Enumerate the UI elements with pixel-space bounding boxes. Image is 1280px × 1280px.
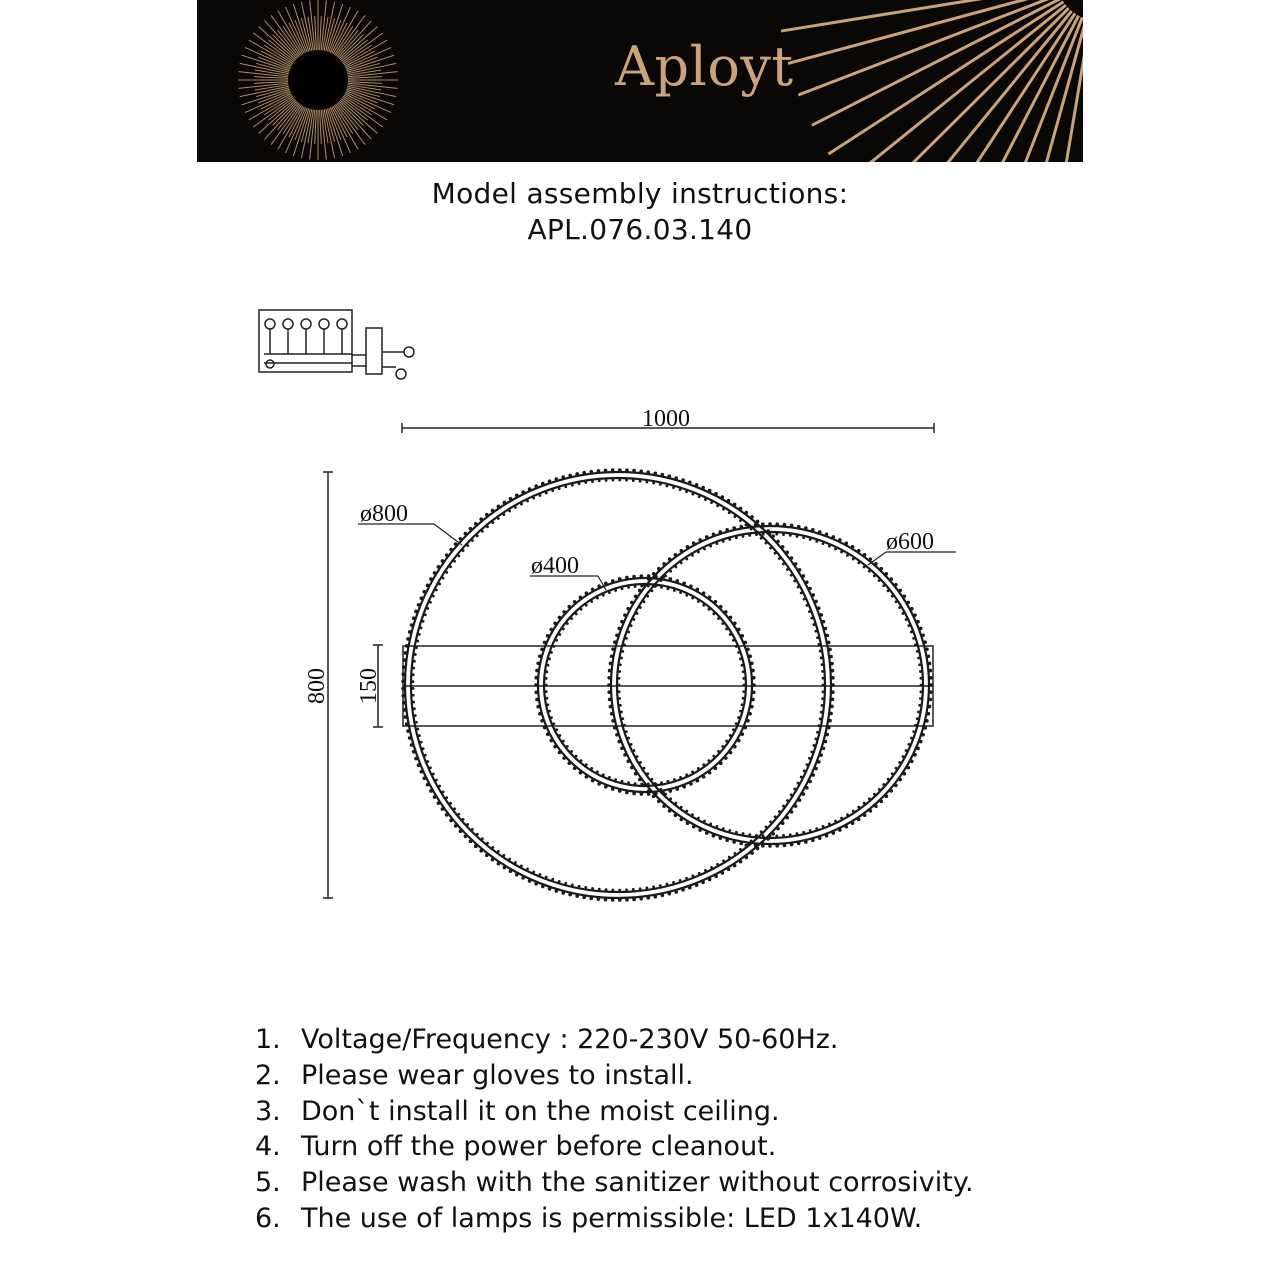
list-item-text: Don`t install it on the moist ceiling. <box>301 1095 780 1127</box>
mounting-bar <box>403 646 933 726</box>
ring-600-callout <box>868 529 956 565</box>
ring-800-label: ø800 <box>360 501 408 527</box>
bar-dimension <box>356 645 383 727</box>
ring-800-callout <box>358 501 462 545</box>
width-label: 1000 <box>642 406 690 432</box>
list-item <box>255 1129 974 1165</box>
wiring-diagram <box>259 310 414 379</box>
height-label: 800 <box>304 668 330 704</box>
title-text: Model assembly instructions: <box>431 177 849 210</box>
list-item-number: 3. <box>255 1095 281 1127</box>
brand-logo: Aployt <box>615 35 794 98</box>
list-item <box>255 1165 974 1201</box>
list-item <box>255 1094 974 1130</box>
ring-600-label: ø600 <box>886 529 934 555</box>
ring-400 <box>534 574 756 795</box>
list-item-text: Please wash with the sanitizer without corrosivity. <box>301 1167 974 1199</box>
list-item-text: Turn off the power before cleanout. <box>301 1131 777 1163</box>
list-item-number: 5. <box>255 1167 281 1199</box>
height-dimension <box>304 472 333 898</box>
list-item-number: 6. <box>255 1202 281 1234</box>
list-item-text: Voltage/Frequency : 220-230V 50-60Hz. <box>301 1024 839 1055</box>
list-item-text: The use of lamps is permissible: LED 1x140W. <box>301 1202 923 1234</box>
ring-400-callout <box>530 553 606 590</box>
list-item-number: 4. <box>255 1131 281 1163</box>
instructions-list <box>255 1022 974 1237</box>
ring-400-label: ø400 <box>531 553 579 579</box>
list-item <box>255 1058 974 1094</box>
list-item <box>255 1022 974 1058</box>
list-item-number: 2. <box>255 1059 281 1091</box>
list-item-number: 1. <box>255 1024 281 1055</box>
list-item <box>255 1201 974 1237</box>
bar-label: 150 <box>356 668 382 704</box>
ring-600 <box>607 522 933 848</box>
list-item-text: Please wear gloves to install. <box>301 1059 694 1091</box>
model-number: APL.076.03.140 <box>527 213 753 246</box>
width-dimension <box>402 406 934 433</box>
